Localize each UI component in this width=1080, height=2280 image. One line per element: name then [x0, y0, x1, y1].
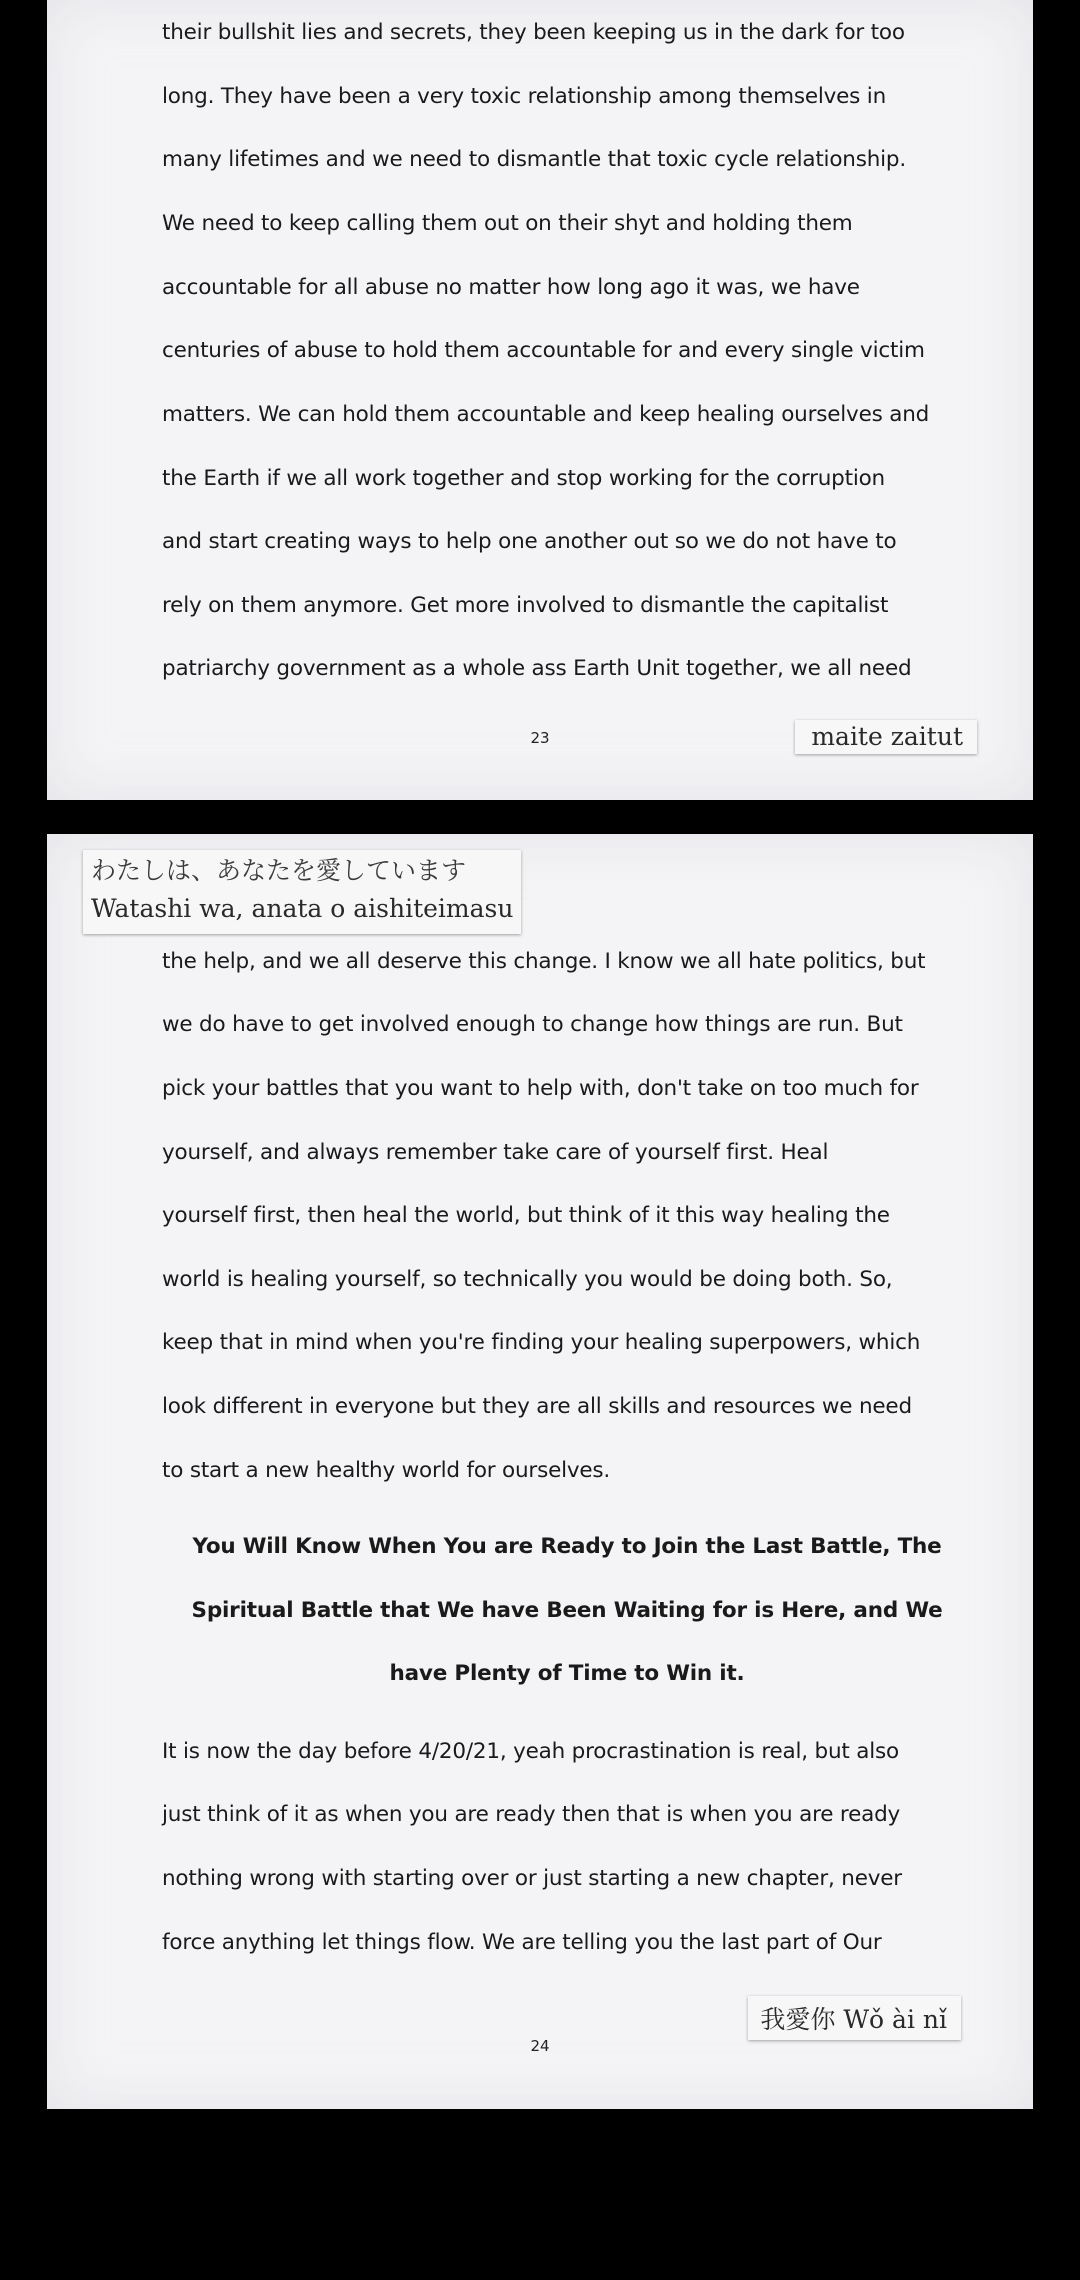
text-line: accountable for all abuse no matter how long ago it was, we have	[162, 275, 860, 300]
text-line: force anything let things flow. We are telling you the last part of Our	[162, 1930, 882, 1955]
text-line: pick your battles that you want to help with, don't take on too much for	[162, 1076, 919, 1101]
document-page-23	[47, 0, 1033, 800]
text-line: yourself first, then heal the world, but think of it this way healing the	[162, 1203, 890, 1228]
text-line: their bullshit lies and secrets, they been keeping us in the dark for too	[162, 20, 905, 45]
document-page-24	[47, 834, 1033, 2109]
text-line: We need to keep calling them out on their shyt and holding them	[162, 211, 853, 236]
text-line: just think of it as when you are ready then that is when you are ready	[162, 1802, 901, 1827]
text-line: nothing wrong with starting over or just starting a new chapter, never	[162, 1866, 902, 1891]
text-line: keep that in mind when you're finding your healing superpowers, which	[162, 1330, 921, 1355]
page-number: 23	[530, 729, 550, 747]
text-line: matters. We can hold them accountable and keep healing ourselves and	[162, 402, 930, 427]
text-line: the Earth if we all work together and stop working for the corruption	[162, 466, 885, 491]
section-heading-line: Spiritual Battle that We have Been Waiting for is Here, and We	[191, 1598, 943, 1623]
section-heading-line: You Will Know When You are Ready to Join the Last Battle, The	[192, 1534, 942, 1559]
text-line: It is now the day before 4/20/21, yeah procrastination is real, but also	[162, 1739, 899, 1764]
romaji-text: Watashi wa, anata o aishiteimasu	[91, 894, 514, 923]
text-line: yourself, and always remember take care of yourself first. Heal	[162, 1140, 829, 1165]
japanese-text: わたしは、あなたを愛しています	[91, 856, 467, 885]
text-line: centuries of abuse to hold them accountable for and every single victim	[162, 338, 925, 363]
text-line: the help, and we all deserve this change. I know we all hate politics, but	[162, 949, 926, 974]
text-line: patriarchy government as a whole ass Earth Unit together, we all need	[162, 656, 912, 681]
japanese-label-clipping	[83, 850, 521, 934]
text-line: and start creating ways to help one another out so we do not have to	[162, 529, 897, 554]
text-line: world is healing yourself, so technically you would be doing both. So,	[162, 1267, 893, 1292]
name-label-clipping: maite zaitut	[795, 720, 977, 754]
text-line: we do have to get involved enough to change how things are run. But	[162, 1012, 903, 1037]
section-heading-line: have Plenty of Time to Win it.	[389, 1661, 745, 1686]
text-line: to start a new healthy world for ourselves.	[162, 1458, 611, 1483]
text-line: look different in everyone but they are all skills and resources we need	[162, 1394, 912, 1419]
chinese-label-clipping: 我愛你 Wǒ ài nǐ	[748, 1996, 961, 2040]
text-line: many lifetimes and we need to dismantle that toxic cycle relationship.	[162, 147, 906, 172]
text-line: rely on them anymore. Get more involved to dismantle the capitalist	[162, 593, 889, 618]
text-line: long. They have been a very toxic relationship among themselves in	[162, 84, 887, 109]
page-number: 24	[530, 2037, 550, 2055]
